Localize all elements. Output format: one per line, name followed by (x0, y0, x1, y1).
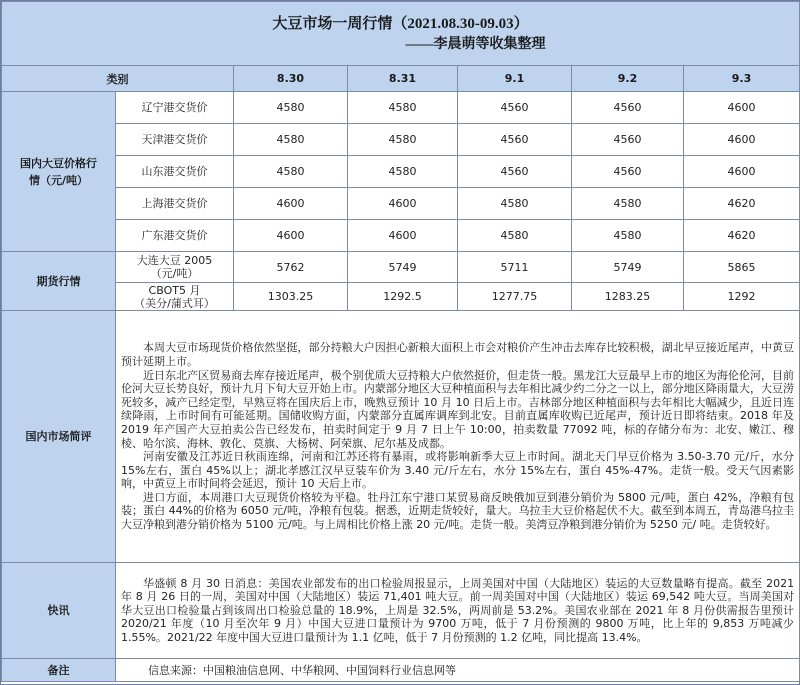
price-cell: 4600 (348, 220, 458, 252)
date-column-header: 9.1 (458, 66, 572, 92)
price-cell: 4600 (348, 188, 458, 220)
price-cell: 4580 (458, 220, 572, 252)
futures-price-cell: 5865 (684, 252, 800, 283)
port-price-label: 天津港交货价 (116, 124, 234, 156)
price-cell: 4600 (684, 156, 800, 188)
date-column-header: 9.3 (684, 66, 800, 92)
report-header (2, 2, 800, 66)
table-row (2, 220, 800, 252)
market-review-category: 国内市场简评 (2, 311, 116, 563)
market-review-paragraph: 河南安徽及江苏近日秋雨连绵，河南和江苏还将有暴雨，或将影响新季大豆上市时间。湖北天门早豆价格为 3.50-3.70 元/斤，水分 15%左右，蛋白 45%以上；湖北孝感江汉早豆装车价为 3.40 元/斤左右，水分 15%左右，蛋白 45%-47%。走货一般。受天气因素影响，中黄豆上市时间将会延迟，预计 10 天后上市。 (121, 450, 795, 491)
futures-price-cell: 1283.25 (572, 283, 684, 311)
price-cell: 4580 (234, 156, 348, 188)
price-cell: 4580 (572, 188, 684, 220)
price-cell: 4560 (458, 124, 572, 156)
table-row (2, 563, 800, 659)
price-cell: 4560 (458, 156, 572, 188)
futures-contract-label (116, 283, 234, 311)
spot-price-category (2, 92, 116, 252)
table-row (2, 156, 800, 188)
price-cell: 4620 (684, 188, 800, 220)
report-subtitle: ——李晨萌等收集整理 (405, 36, 546, 52)
table-row (2, 188, 800, 220)
market-review-paragraph: 近日东北产区贸易商去库存接近尾声，极个别优质大豆持粮大户依然挺价，但走货一般。黑龙江大豆最早上市的地区为海伦伦河，目前伦河大豆长势良好，预计九月下旬大豆开始上市。内蒙部分地区大豆种植面积与去年相比减少约二分之一以上，部分地区降雨量大，大豆涝死较多，减产已经定型，早熟豆将在国庆后上市，晚熟豆预计 10 月 10 日后上市。吉林部分地区种植面积与去年相比大幅减少，且近日连续降雨，上市时间有可能延期。国储收购方面，内蒙部分直属库调库到北安。目前直属库收购已近尾声，预计近日即将结束。2018 年及 2019 年产国产大豆拍卖公告已经发布，拍卖时间定于 9 月 7 日上午 10:00，拍卖数量 77092 吨，标的存储分布为：北安、嫩江、穆棱、哈尔滨、海林、敦化、莫旗、大杨树、阿荣旗、尼尔基及成都。 (121, 368, 795, 450)
price-cell: 4580 (234, 92, 348, 124)
price-cell: 4600 (684, 124, 800, 156)
price-cell: 4580 (458, 188, 572, 220)
futures-category: 期货行情 (2, 252, 116, 311)
price-cell: 4560 (572, 92, 684, 124)
port-price-label: 上海港交货价 (116, 188, 234, 220)
table-row (2, 252, 800, 283)
futures-contract-name: 大连大豆 2005 (136, 254, 213, 267)
remark-category: 备注 (2, 659, 116, 682)
futures-price-cell: 1277.75 (458, 283, 572, 311)
table-row (2, 283, 800, 311)
futures-contract-name: CBOT5 月 (148, 283, 201, 297)
price-cell: 4580 (348, 156, 458, 188)
price-cell: 4600 (234, 220, 348, 252)
price-cell: 4580 (348, 92, 458, 124)
port-price-label: 山东港交货价 (116, 156, 234, 188)
port-price-label: 广东港交货价 (116, 220, 234, 252)
futures-price-cell: 5762 (234, 252, 348, 283)
futures-price-cell: 5711 (458, 252, 572, 283)
report-title: 大豆市场一周行情（2021.08.30-09.03） (272, 15, 529, 32)
futures-price-cell: 5749 (572, 252, 684, 283)
table-row (2, 124, 800, 156)
price-cell: 4580 (572, 220, 684, 252)
futures-contract-unit: （元/吨） (150, 267, 199, 280)
date-column-header: 8.30 (234, 66, 348, 92)
futures-price-cell: 5749 (348, 252, 458, 283)
flash-news-category: 快讯 (2, 563, 116, 659)
date-column-header: 9.2 (572, 66, 684, 92)
futures-contract-unit: （美分/蒲式耳） (134, 296, 215, 310)
price-cell: 4580 (348, 124, 458, 156)
price-cell: 4600 (234, 188, 348, 220)
price-cell: 4600 (684, 92, 800, 124)
category-column-header: 类别 (2, 66, 234, 92)
futures-price-cell: 1292.5 (348, 283, 458, 311)
flash-news-text: 华盛顿 8 月 30 日消息：美国农业部发布的出口检验周报显示，上周美国对中国（大陆地区）装运的大豆数量略有提高。截至 2021 年 8 月 26 日的一周，美国对中国（大陆地区）装运 71,401 吨大豆。前一周美国对中国（大陆地区）装运 69,542 吨大豆。当周美国对华大豆出口检验量占到该周出口检验总量的 18.9%，上周是 32.5%，两周前是 53.2%。美国农业部在 2021 年 8 月份供需报告里预计 2020/21 年度（10 月至次年 9 月）中国大豆进口量预计为 9700 万吨，低于 7 月份预测的 9800 万吨，比上年的 9,853 万吨减少 1.55%。2021/22 年度中国大豆进口量预计为 1.1 亿吨，低于 7 月份预测的 1.2 亿吨，同比提高 13.4%。 (116, 563, 800, 659)
price-cell: 4580 (234, 124, 348, 156)
market-review-text (116, 311, 800, 563)
date-column-header: 8.31 (348, 66, 458, 92)
price-cell: 4560 (458, 92, 572, 124)
table-row (2, 92, 800, 124)
price-cell: 4620 (684, 220, 800, 252)
market-review-paragraph: 进口方面，本周港口大豆现货价格较为平稳。牡丹江东宁港口某贸易商反映俄加豆到港分销价为 5800 元/吨，蛋白 42%，净粮有包装；蛋白 44%的价格为 6050 元/吨，净粮有包装。据悉，近期走货较好，量大。乌拉圭大豆价格起伏不大。截至到本周五，青岛港乌拉圭大豆净粮到港分销价格为 5100 元/吨。与上周相比价格上涨 20 元/吨。走货一般。美湾豆净粮到港分销价为 5250 元/ 吨。走货较好。 (121, 490, 795, 532)
table-row (2, 311, 800, 563)
futures-price-cell: 1303.25 (234, 283, 348, 311)
price-cell: 4560 (572, 124, 684, 156)
futures-price-cell: 1292 (684, 283, 800, 311)
column-header-row (2, 66, 800, 92)
price-cell: 4560 (572, 156, 684, 188)
market-review-paragraph: 本周大豆市场现货价格依然坚挺，部分持粮大户因担心新粮大面积上市会对粮价产生冲击去库存比较积极，湖北早豆接近尾声，中黄豆预计延期上市。 (121, 341, 795, 368)
spot-price-category-label: 国内大豆价格行情（元/吨） (20, 156, 97, 187)
futures-contract-label (116, 252, 234, 283)
remark-text: 信息来源：中国粮油信息网、中华粮网、中国饲料行业信息网等 (116, 659, 800, 682)
table-row (2, 659, 800, 682)
market-report-table (1, 1, 800, 682)
port-price-label: 辽宁港交货价 (116, 92, 234, 124)
